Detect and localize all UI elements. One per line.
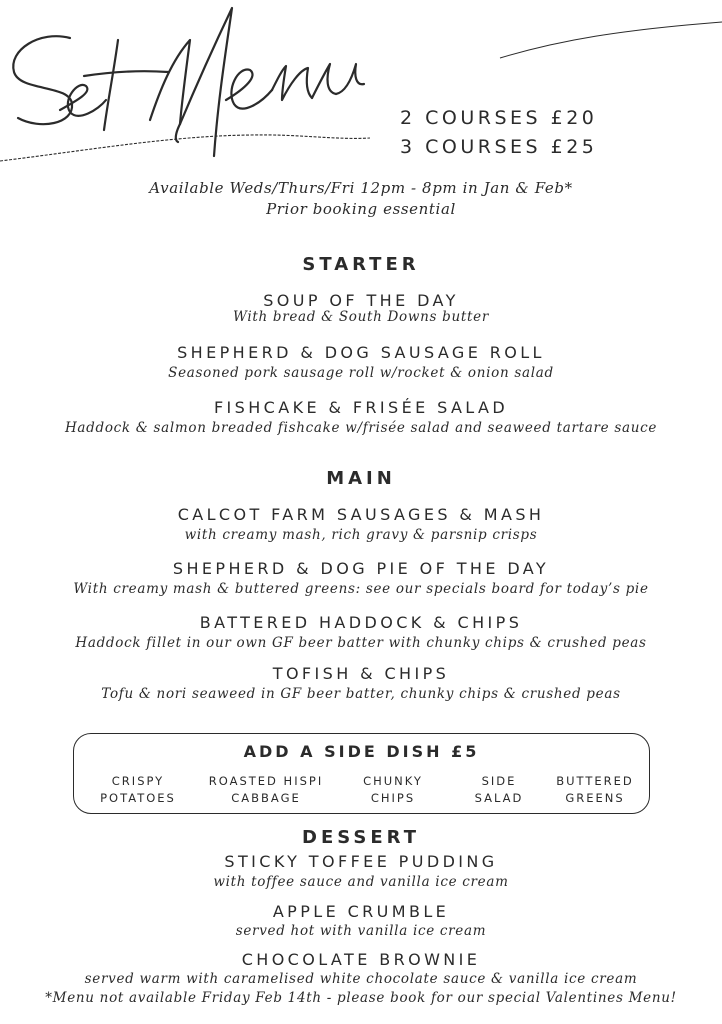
booking-note: Prior booking essential [266,200,456,218]
dish-name: FISHCAKE & FRISÉE SALAD [213,398,509,417]
price-two-courses: 2 COURSES £20 [400,107,598,129]
side-dish-line: ROASTED HISPI [208,774,324,788]
dish-name: BATTERED HADDOCK & CHIPS [199,613,523,632]
side-dish-item [198,773,334,807]
availability-line: Available Weds/Thurs/Fri 12pm - 8pm in Jan & Feb* [149,179,573,197]
side-dish-item [550,773,640,807]
dish-description: Haddock & salmon breaded fishcake w/frisée salad and seaweed tartare sauce [64,420,658,436]
side-dish-line: GREENS [565,791,625,805]
side-dish-line: CHUNKY [363,774,423,788]
valentines-footnote: *Menu not available Friday Feb 14th - please book for our special Valentines Menu! [45,990,677,1006]
side-dish-item [352,773,434,807]
side-dish-box [73,733,650,814]
side-dish-item [94,773,182,807]
dish-name: SOUP OF THE DAY [263,291,459,310]
dish-name: SHEPHERD & DOG PIE OF THE DAY [172,559,550,578]
dish-name: STICKY TOFFEE PUDDING [224,852,498,871]
dish-description: Haddock fillet in our own GF beer batter with chunky chips & crushed peas [75,635,647,651]
dish-name: CHOCOLATE BROWNIE [241,950,481,969]
side-dish-line: SALAD [474,791,524,805]
dish-description: With creamy mash & buttered greens: see our specials board for today’s pie [73,581,649,597]
dish-description: With bread & South Downs butter [233,309,489,325]
side-dish-line: CABBAGE [231,791,301,805]
set-menu-script-title [0,0,380,160]
side-dish-line: BUTTERED [556,774,634,788]
side-dish-heading: ADD A SIDE DISH £5 [243,742,480,761]
dish-description: Seasoned pork sausage roll w/rocket & onion salad [168,365,554,381]
dish-name: SHEPHERD & DOG SAUSAGE ROLL [177,343,545,362]
menu-header [0,0,722,175]
course-prices [400,104,597,162]
dish-description: with creamy mash, rich gravy & parsnip crisps [184,527,538,543]
dish-name: CALCOT FARM SAUSAGES & MASH [177,505,545,524]
dessert-heading: DESSERT [302,827,420,848]
dish-description: with toffee sauce and vanilla ice cream [213,874,509,890]
dish-name: APPLE CRUMBLE [272,902,450,921]
side-dish-line: CHIPS [370,791,416,805]
dish-description: served warm with caramelised white chocolate sauce & vanilla ice cream [84,971,638,987]
dish-description: served hot with vanilla ice cream [235,923,487,939]
dish-name: TOFISH & CHIPS [272,664,450,683]
starter-heading: STARTER [302,254,420,275]
side-dish-line: CRISPY [111,774,165,788]
dish-description: Tofu & nori seaweed in GF beer batter, chunky chips & crushed peas [101,686,621,702]
main-heading: MAIN [326,468,396,489]
side-dish-item [466,773,532,807]
price-three-courses: 3 COURSES £25 [400,136,598,158]
side-dish-line: SIDE [481,774,517,788]
side-dish-line: POTATOES [100,791,176,805]
